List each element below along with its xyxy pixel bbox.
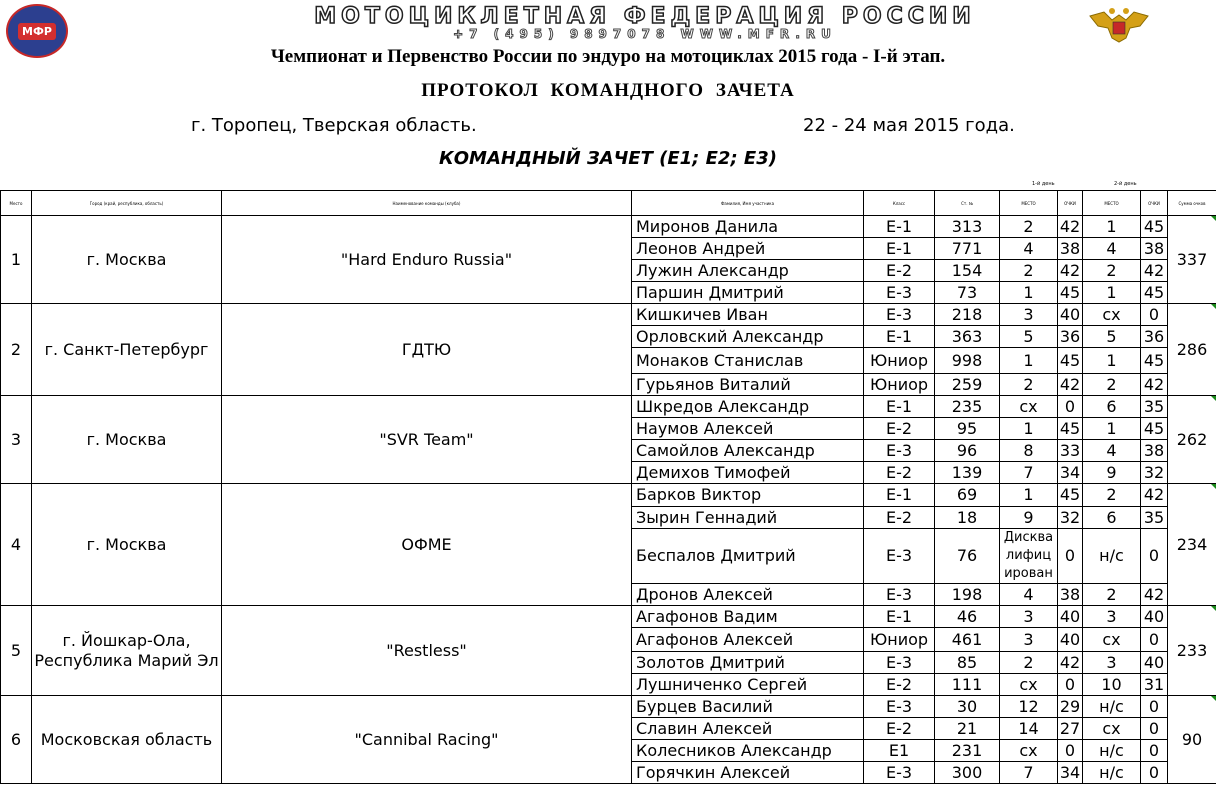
rider-number-cell: 96 [935,440,1000,462]
team-name-cell: "Restless" [222,606,632,696]
rider-class-cell: Е-1 [864,216,935,238]
rider-class-cell: Е-3 [864,282,935,304]
day2-place-cell: н/с [1083,529,1141,584]
rider-name-cell: Наумов Алексей [632,418,864,440]
team-total-cell: 337 [1168,216,1216,304]
rider-class-cell: Е-3 [864,440,935,462]
day2-points-cell: 40 [1141,606,1168,628]
day2-points-cell: 35 [1141,507,1168,529]
day1-points-cell: 0 [1058,396,1083,418]
rider-number-cell: 18 [935,507,1000,529]
rider-name-cell: Лужин Александр [632,260,864,282]
team-city-cell: Московская область [32,696,222,784]
day1-points-cell: 0 [1058,674,1083,696]
team-total-cell: 234 [1168,484,1216,606]
day1-points-cell: 40 [1058,304,1083,326]
rider-number-cell: 771 [935,238,1000,260]
rider-name-cell: Славин Алексей [632,718,864,740]
table-row [1,396,1216,418]
day2-points-cell: 42 [1141,484,1168,507]
rider-number-cell: 69 [935,484,1000,507]
rider-class-cell: Е-3 [864,584,935,606]
rider-class-cell: Е-1 [864,396,935,418]
day1-place-cell: 4 [1000,584,1058,606]
rider-number-cell: 300 [935,762,1000,784]
day1-points-cell: 42 [1058,374,1083,396]
day2-points-cell: 35 [1141,396,1168,418]
rider-name-cell: Дронов Алексей [632,584,864,606]
rider-class-cell: Е-1 [864,238,935,260]
team-place-cell: 3 [1,396,32,484]
col-number: Ст. № [935,191,1000,216]
rider-number-cell: 30 [935,696,1000,718]
team-classification-subtitle: КОМАНДНЫЙ ЗАЧЕТ (Е1; Е2; Е3) [439,148,777,169]
rider-number-cell: 198 [935,584,1000,606]
day1-place-cell: 1 [1000,418,1058,440]
rider-class-cell: Е-3 [864,652,935,674]
table-row [1,696,1216,718]
rider-name-cell: Беспалов Дмитрий [632,529,864,584]
col-class: Класс [864,191,935,216]
day2-place-cell: н/с [1083,740,1141,762]
day2-place-cell: 3 [1083,652,1141,674]
rider-number-cell: 218 [935,304,1000,326]
day1-points-cell: 27 [1058,718,1083,740]
day1-points-cell: 36 [1058,326,1083,348]
rider-class-cell: Е-3 [864,529,935,584]
day2-place-cell: сх [1083,304,1141,326]
day2-points-cell: 38 [1141,440,1168,462]
rider-class-cell: Е-3 [864,696,935,718]
russian-eagle-emblem-icon [1086,6,1152,44]
day1-place-cell: Дисква лифиц ирован [1000,529,1058,584]
day2-place-cell: сх [1083,718,1141,740]
rider-name-cell: Лушниченко Сергей [632,674,864,696]
day1-place-cell: 8 [1000,440,1058,462]
col-day1-place: МЕСТО [1000,191,1058,216]
day2-place-cell: 1 [1083,216,1141,238]
team-results-table [0,190,1216,784]
team-city-cell: г. Москва [32,396,222,484]
rider-class-cell: Е-2 [864,718,935,740]
team-name-cell: ГДТЮ [222,304,632,396]
table-body [1,216,1216,784]
day1-place-cell: 14 [1000,718,1058,740]
day2-points-cell: 0 [1141,628,1168,652]
day2-points-cell: 38 [1141,238,1168,260]
team-total-cell: 262 [1168,396,1216,484]
rider-number-cell: 46 [935,606,1000,628]
rider-number-cell: 154 [935,260,1000,282]
day2-points-cell: 42 [1141,260,1168,282]
team-city-cell: г. Москва [32,216,222,304]
day1-place-cell: 2 [1000,652,1058,674]
rider-number-cell: 76 [935,529,1000,584]
rider-name-cell: Бурцев Василий [632,696,864,718]
col-day1-points: ОЧКИ [1058,191,1083,216]
day1-points-cell: 29 [1058,696,1083,718]
day2-points-cell: 0 [1141,529,1168,584]
team-city-cell: г. Москва [32,484,222,606]
day2-points-cell: 45 [1141,418,1168,440]
day1-place-cell: 12 [1000,696,1058,718]
team-place-cell: 5 [1,606,32,696]
rider-number-cell: 235 [935,396,1000,418]
day1-place-cell: 2 [1000,260,1058,282]
day2-points-cell: 0 [1141,304,1168,326]
day2-place-cell: 10 [1083,674,1141,696]
day2-place-cell: 2 [1083,260,1141,282]
rider-name-cell: Барков Виктор [632,484,864,507]
day1-label: 1-й день [1032,181,1055,187]
day1-points-cell: 45 [1058,348,1083,374]
rider-name-cell: Золотов Дмитрий [632,652,864,674]
rider-name-cell: Кишкичев Иван [632,304,864,326]
team-city-cell: г. Санкт-Петербург [32,304,222,396]
rider-name-cell: Леонов Андрей [632,238,864,260]
day2-place-cell: сх [1083,628,1141,652]
rider-class-cell: Е-1 [864,606,935,628]
day2-place-cell: 1 [1083,418,1141,440]
document-header [0,0,1216,190]
day2-points-cell: 0 [1141,762,1168,784]
day1-place-cell: сх [1000,740,1058,762]
rider-name-cell: Паршин Дмитрий [632,282,864,304]
day2-place-cell: 9 [1083,462,1141,484]
day1-points-cell: 40 [1058,606,1083,628]
team-total-cell: 286 [1168,304,1216,396]
day1-place-cell: 9 [1000,507,1058,529]
banner-line1: МОТОЦИКЛЕТНАЯ ФЕДЕРАЦИЯ РОССИИ [314,4,976,29]
mfr-logo-text: МФР [18,23,56,40]
col-day2-points: ОЧКИ [1141,191,1168,216]
team-place-cell: 1 [1,216,32,304]
day2-points-cell: 32 [1141,462,1168,484]
col-day2-place: МЕСТО [1083,191,1141,216]
rider-number-cell: 95 [935,418,1000,440]
day1-points-cell: 0 [1058,740,1083,762]
day2-points-cell: 36 [1141,326,1168,348]
table-row [1,606,1216,628]
rider-name-cell: Агафонов Вадим [632,606,864,628]
table-row [1,304,1216,326]
col-team: Наименование команды (клуба) [222,191,632,216]
day2-place-cell: 1 [1083,282,1141,304]
col-city: Город (край, республика, область) [32,191,222,216]
rider-number-cell: 313 [935,216,1000,238]
day1-place-cell: 1 [1000,484,1058,507]
rider-class-cell: Е-2 [864,418,935,440]
day1-place-cell: 3 [1000,606,1058,628]
col-total: Сумма очков [1168,191,1216,216]
rider-number-cell: 259 [935,374,1000,396]
day2-place-cell: 5 [1083,326,1141,348]
day1-place-cell: 3 [1000,628,1058,652]
day1-points-cell: 45 [1058,282,1083,304]
day1-points-cell: 38 [1058,238,1083,260]
day1-points-cell: 45 [1058,418,1083,440]
day1-place-cell: 5 [1000,326,1058,348]
day1-place-cell: 4 [1000,238,1058,260]
day1-points-cell: 38 [1058,584,1083,606]
team-place-cell: 4 [1,484,32,606]
day1-points-cell: 42 [1058,216,1083,238]
rider-class-cell: Е-1 [864,484,935,507]
rider-number-cell: 85 [935,652,1000,674]
day1-place-cell: 1 [1000,348,1058,374]
team-name-cell: "Cannibal Racing" [222,696,632,784]
day2-points-cell: 42 [1141,374,1168,396]
day2-points-cell: 31 [1141,674,1168,696]
rider-number-cell: 73 [935,282,1000,304]
rider-number-cell: 21 [935,718,1000,740]
team-total-cell: 233 [1168,606,1216,696]
day2-place-cell: 2 [1083,374,1141,396]
rider-class-cell: Юниор [864,628,935,652]
rider-name-cell: Гурьянов Виталий [632,374,864,396]
team-total-cell: 90 [1168,696,1216,784]
rider-class-cell: Юниор [864,348,935,374]
rider-name-cell: Шкредов Александр [632,396,864,418]
day2-label: 2-й день [1114,181,1137,187]
rider-class-cell: Е-3 [864,304,935,326]
day1-points-cell: 0 [1058,529,1083,584]
day1-place-cell: 1 [1000,282,1058,304]
day2-place-cell: 3 [1083,606,1141,628]
day2-points-cell: 45 [1141,216,1168,238]
day2-place-cell: н/с [1083,696,1141,718]
rider-name-cell: Колесников Александр [632,740,864,762]
rider-class-cell: Е-3 [864,762,935,784]
day2-place-cell: 6 [1083,396,1141,418]
rider-name-cell: Демихов Тимофей [632,462,864,484]
day1-place-cell: 7 [1000,762,1058,784]
day1-place-cell: 7 [1000,462,1058,484]
banner-line2: +7 (495) 9897078 WWW.MFR.RU [453,27,837,41]
rider-class-cell: Юниор [864,374,935,396]
col-place: Место [1,191,32,216]
day1-points-cell: 45 [1058,484,1083,507]
day2-points-cell: 0 [1141,696,1168,718]
day2-place-cell: н/с [1083,762,1141,784]
day2-points-cell: 0 [1141,718,1168,740]
day2-place-cell: 2 [1083,484,1141,507]
day1-points-cell: 34 [1058,762,1083,784]
rider-name-cell: Орловский Александр [632,326,864,348]
day1-place-cell: 2 [1000,374,1058,396]
day1-place-cell: 3 [1000,304,1058,326]
rider-number-cell: 363 [935,326,1000,348]
team-place-cell: 6 [1,696,32,784]
team-place-cell: 2 [1,304,32,396]
rider-class-cell: Е-2 [864,674,935,696]
event-dates: 22 - 24 мая 2015 года. [803,115,1015,136]
team-name-cell: ОФМЕ [222,484,632,606]
rider-class-cell: Е-1 [864,326,935,348]
rider-name-cell: Миронов Данила [632,216,864,238]
day1-points-cell: 34 [1058,462,1083,484]
team-name-cell: "SVR Team" [222,396,632,484]
rider-class-cell: Е1 [864,740,935,762]
day1-points-cell: 32 [1058,507,1083,529]
protocol-title: ПРОТОКОЛ КОМАНДНОГО ЗАЧЕТА [421,80,795,101]
rider-class-cell: Е-2 [864,507,935,529]
day2-points-cell: 45 [1141,348,1168,374]
event-location: г. Торопец, Тверская область. [191,115,477,136]
day1-place-cell: сх [1000,396,1058,418]
federation-banner [258,6,1032,40]
day2-place-cell: 6 [1083,507,1141,529]
team-city-cell: г. Йошкар-Ола, Республика Марий Эл [32,606,222,696]
rider-number-cell: 231 [935,740,1000,762]
table-header-row [1,191,1216,216]
championship-title: Чемпионат и Первенство России по эндуро на мотоциклах 2015 года - I-й этап. [270,46,946,67]
rider-name-cell: Горячкин Алексей [632,762,864,784]
team-name-cell: "Hard Enduro Russia" [222,216,632,304]
rider-class-cell: Е-2 [864,260,935,282]
rider-name-cell: Агафонов Алексей [632,628,864,652]
day2-points-cell: 42 [1141,584,1168,606]
col-rider: Фамилия, Имя участника [632,191,864,216]
rider-name-cell: Монаков Станислав [632,348,864,374]
day2-place-cell: 1 [1083,348,1141,374]
day1-points-cell: 42 [1058,652,1083,674]
table-row [1,484,1216,507]
rider-number-cell: 139 [935,462,1000,484]
day2-points-cell: 0 [1141,740,1168,762]
day1-place-cell: сх [1000,674,1058,696]
rider-name-cell: Самойлов Александр [632,440,864,462]
day1-points-cell: 33 [1058,440,1083,462]
day2-place-cell: 4 [1083,238,1141,260]
day2-points-cell: 45 [1141,282,1168,304]
table-row [1,216,1216,238]
rider-number-cell: 998 [935,348,1000,374]
day1-points-cell: 42 [1058,260,1083,282]
day2-place-cell: 4 [1083,440,1141,462]
day1-points-cell: 40 [1058,628,1083,652]
day2-place-cell: 2 [1083,584,1141,606]
rider-number-cell: 461 [935,628,1000,652]
day2-points-cell: 40 [1141,652,1168,674]
rider-class-cell: Е-2 [864,462,935,484]
day1-place-cell: 2 [1000,216,1058,238]
rider-name-cell: Зырин Геннадий [632,507,864,529]
rider-number-cell: 111 [935,674,1000,696]
